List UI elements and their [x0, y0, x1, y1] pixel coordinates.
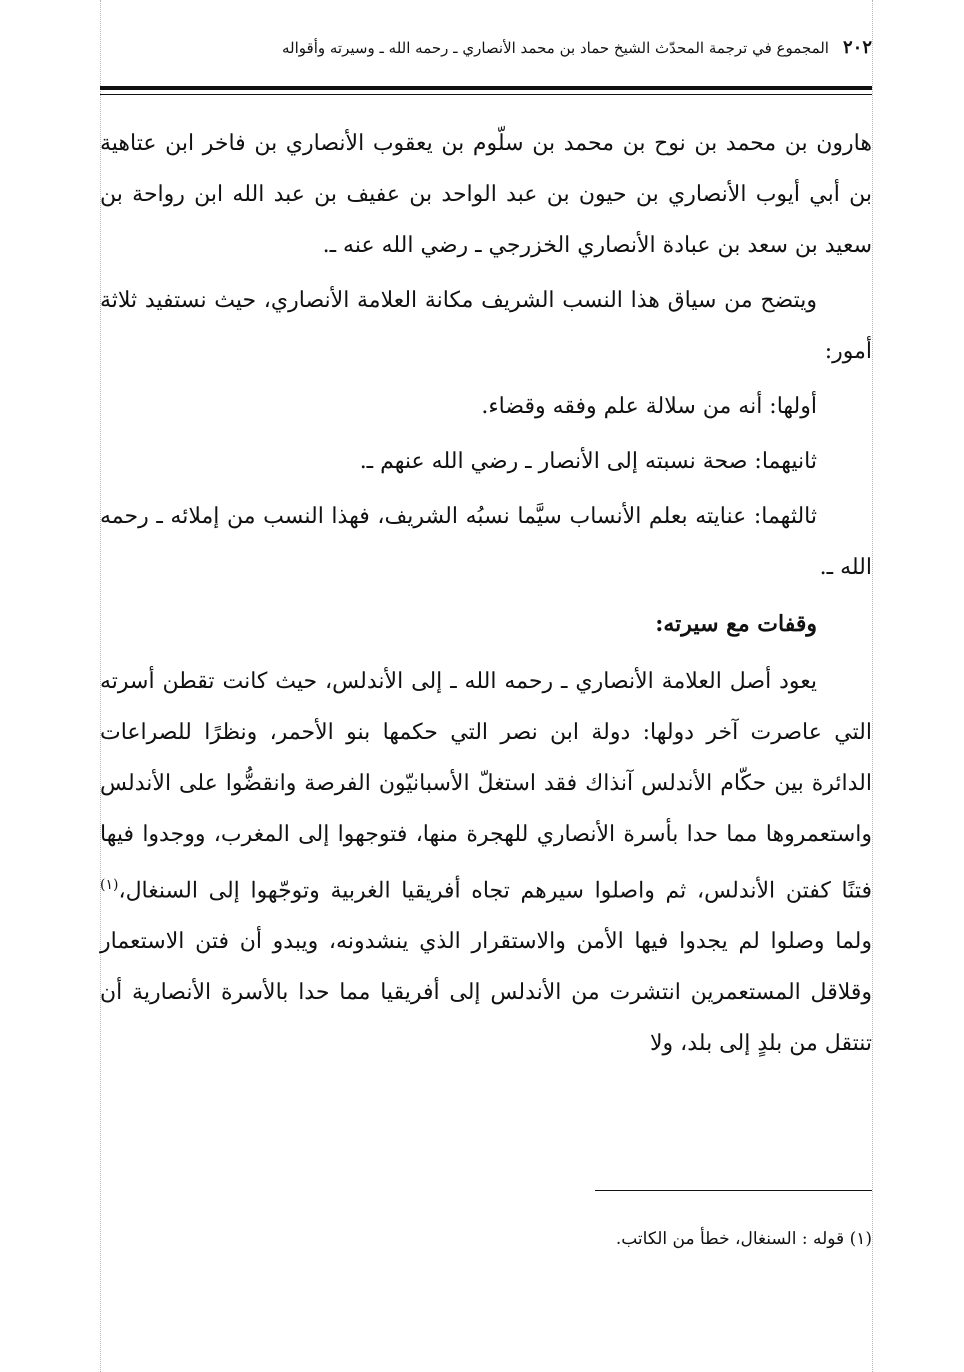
footnote-reference: (١): [100, 877, 119, 893]
running-header: [100, 34, 872, 62]
paragraph-lineage: هارون بن محمد بن نوح بن محمد بن سلّوم بن يعقوب الأنصاري بن فاخر ابن عتاهية بن أبي أيوب الأنصاري بن حيون بن عبد الواحد بن عفيف بن عبد الله ابن رواحة بن سعيد بن سعد بن عبادة الأنصاري الخزرجي ـ رضي الله عنه ـ.: [100, 131, 872, 258]
list-item-first: أولها: أنه من سلالة علم وفقه وقضاء.: [481, 394, 817, 419]
list-item-second: ثانيهما: صحة نسبته إلى الأنصار ـ رضي الله عنهم ـ.: [359, 449, 817, 474]
header-rule-thin: [100, 94, 872, 95]
paragraph-biography: [100, 656, 872, 1069]
page-number: ٢٠٢: [842, 37, 872, 58]
header-rule-thick: [100, 86, 872, 90]
list-item-third: ثالثهما: عنايته بعلم الأنساب سيَّما نسبُه الشريف، فهذا النسب من إملائه ـ رحمه الله ـ.: [100, 504, 872, 580]
footnote-rule: [595, 1190, 872, 1191]
running-title: المجموع في ترجمة المحدّث الشيخ حماد بن محمد الأنصاري ـ رحمه الله ـ وسيرته وأقواله: [282, 39, 829, 57]
section-heading: وقفات مع سيرته:: [655, 611, 817, 637]
paragraph-three-points: ويتضح من سياق هذا النسب الشريف مكانة العلامة الأنصاري، حيث نستفيد ثلاثة أمور:: [100, 288, 872, 364]
body-text: [100, 118, 872, 1069]
scan-edge-right: [872, 0, 873, 1372]
footnote: (١) قوله : السنغال، خطأ من الكاتب.: [615, 1229, 872, 1249]
paragraph-biography-continuation: ولما وصلوا لم يجدوا فيها الأمن والاستقرار الذي ينشدونه، ويبدو أن فتن الاستعمار وقلاقل المستعمرين انتشرت من الأندلس إلى أفريقيا مما حدا بالأسرة الأنصارية أن تنتقل من بلدٍ إلى بلد، ولا: [100, 929, 873, 1057]
paragraph-biography-text: يعود أصل العلامة الأنصاري ـ رحمه الله ـ إلى الأندلس، حيث كانت تقطن أسرته التي عاصرت آخر دولها: دولة ابن نصر التي حكمها بنو الأحمر، ونظرًا للصراعات الدائرة بين حكّام الأندلس آنذاك فقد استغلّ الأسبانيّون الفرصة وانقضُّوا على الأندلس واستعمروها مما حدا بأسرة الأنصاري للهجرة منها، فتوجهوا إلى المغرب، ووجدوا فيها فتنًا كفتن الأندلس، ثم واصلوا سيرهم تجاه أفريقيا الغربية وتوجّهوا إلى السنغال،: [100, 669, 872, 904]
